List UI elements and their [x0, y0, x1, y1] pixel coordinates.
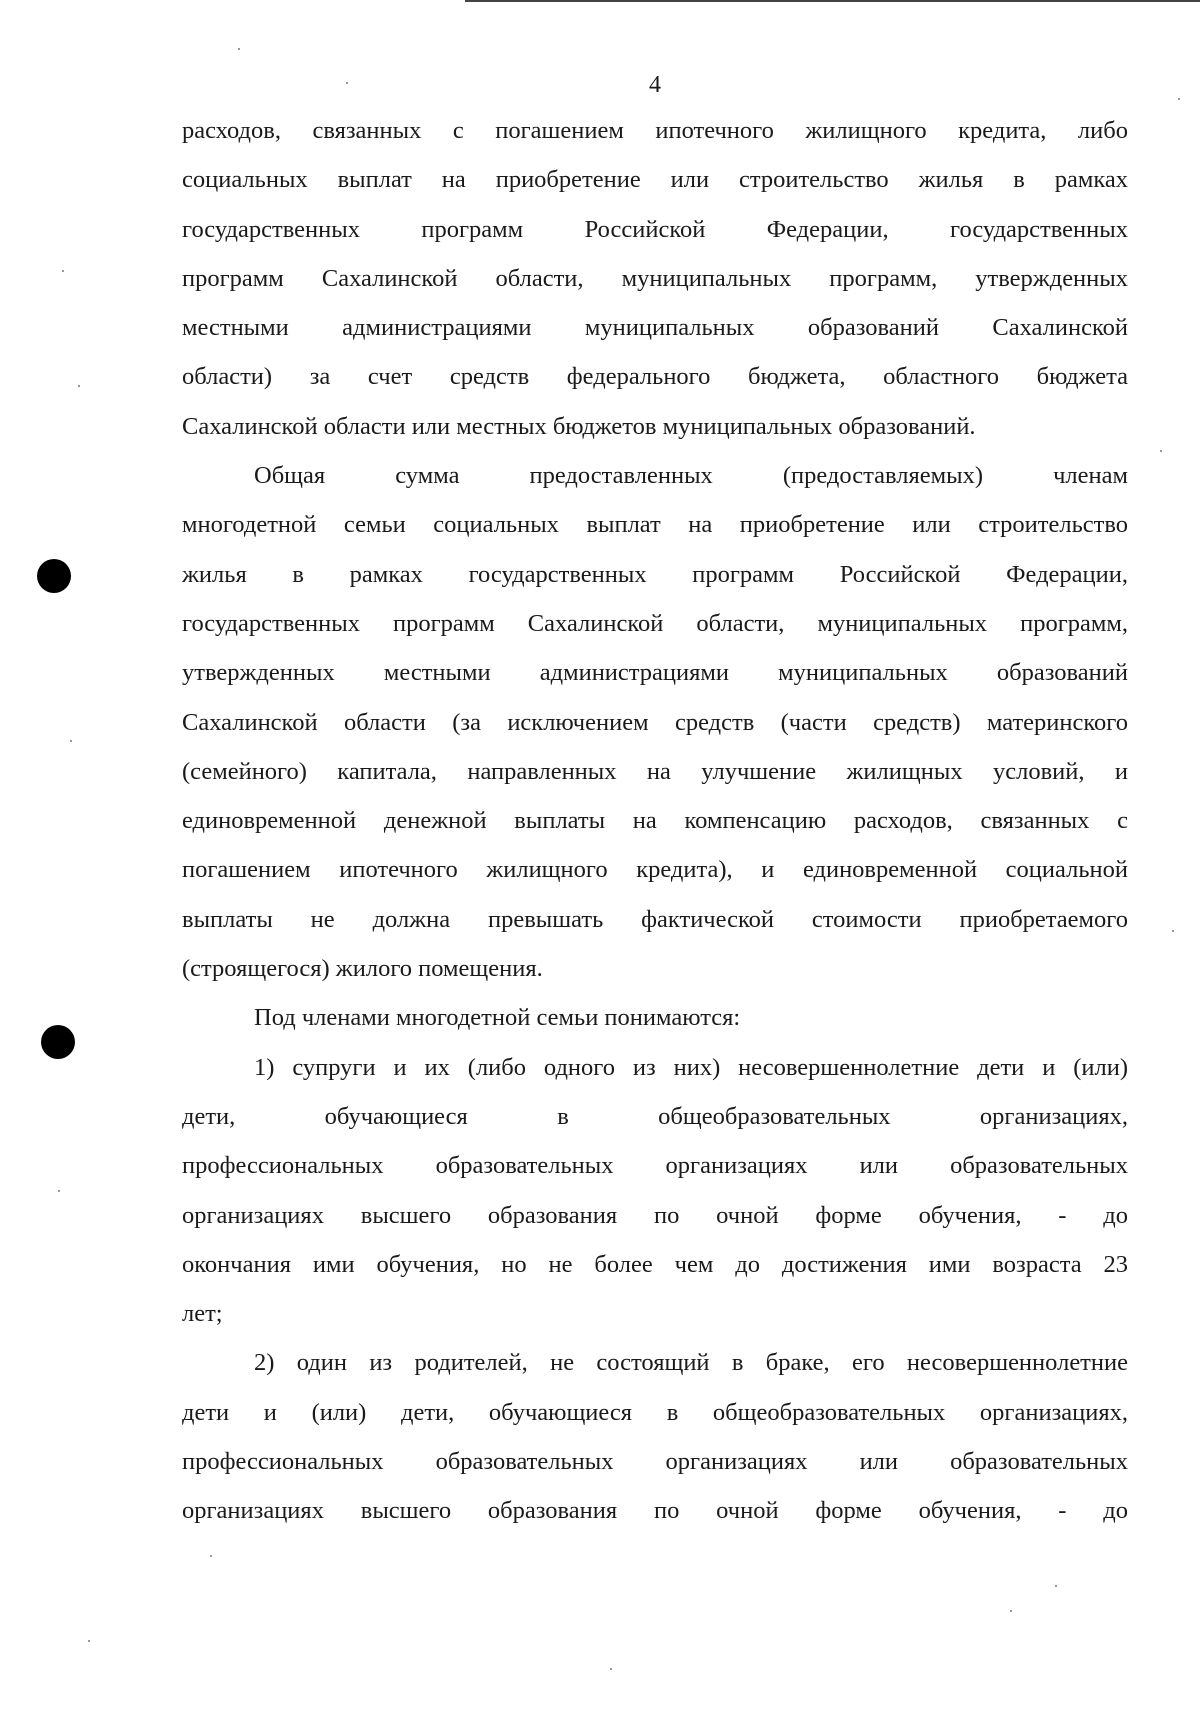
text-line: Сахалинской области (за исключением средств (части средств) материнского — [182, 708, 1128, 736]
scan-speck — [238, 48, 240, 50]
scan-speck — [1172, 930, 1174, 932]
scan-speck — [1178, 98, 1180, 100]
paragraph-1 — [182, 106, 1128, 451]
text-line: окончания ими обучения, но не более чем до достижения ими возраста 23 — [182, 1250, 1128, 1278]
scan-speck — [78, 385, 80, 387]
scan-speck — [58, 1190, 60, 1192]
page-number: 4 — [649, 72, 661, 98]
text-line: 2) один из родителей, не состоящий в браке, его несовершеннолетние — [254, 1349, 1128, 1377]
text-line: Сахалинской области или местных бюджетов муниципальных образований. — [182, 412, 976, 440]
text-line: расходов, связанных с погашением ипотечного жилищного кредита, либо — [182, 117, 1128, 144]
text-line: (строящегося) жилого помещения. — [182, 955, 543, 983]
scan-speck — [62, 270, 64, 272]
text-line: многодетной семьи социальных выплат на приобретение или строительство — [182, 511, 1128, 539]
text-line: Общая сумма предоставленных (предоставляемых) членам — [254, 462, 1128, 490]
text-line: программ Сахалинской области, муниципальных программ, утвержденных — [182, 264, 1128, 292]
text-line: организациях высшего образования по очной форме обучения, - до — [182, 1201, 1128, 1229]
text-line: профессиональных образовательных организациях или образовательных — [182, 1152, 1128, 1180]
text-line: дети, обучающиеся в общеобразовательных организациях, — [182, 1102, 1128, 1130]
scan-speck — [346, 82, 348, 84]
text-line: выплаты не должна превышать фактической стоимости приобретаемого — [182, 905, 1128, 933]
text-line: области) за счет средств федерального бюджета, областного бюджета — [182, 363, 1128, 391]
text-line: единовременной денежной выплаты на компенсацию расходов, связанных с — [182, 807, 1128, 835]
scan-edge-line — [465, 0, 1200, 2]
paragraph-5 — [182, 1338, 1128, 1535]
punch-hole — [37, 559, 71, 593]
scan-speck — [210, 1555, 212, 1557]
text-line: местными администрациями муниципальных образований Сахалинской — [182, 314, 1128, 342]
text-line: (семейного) капитала, направленных на улучшение жилищных условий, и — [182, 757, 1128, 785]
text-line: жилья в рамках государственных программ Российской Федерации, — [182, 560, 1128, 588]
scan-speck — [1055, 1585, 1057, 1587]
scan-speck — [70, 740, 72, 742]
punch-hole — [41, 1025, 75, 1059]
scan-speck — [610, 1668, 612, 1670]
paragraph-3 — [182, 993, 1128, 1042]
text-line: государственных программ Сахалинской области, муниципальных программ, — [182, 609, 1128, 637]
text-line: социальных выплат на приобретение или строительство жилья в рамках — [182, 166, 1128, 194]
scan-speck — [1010, 1610, 1012, 1612]
text-line: лет; — [182, 1300, 223, 1328]
scan-speck — [1160, 450, 1162, 452]
paragraph-2 — [182, 451, 1128, 993]
paragraph-4 — [182, 1043, 1128, 1339]
text-line: дети и (или) дети, обучающиеся в общеобразовательных организациях, — [182, 1398, 1128, 1426]
scan-speck — [88, 1640, 90, 1642]
text-line: 1) супруги и их (либо одного из них) несовершеннолетние дети и (или) — [254, 1053, 1128, 1081]
text-line: утвержденных местными администрациями муниципальных образований — [182, 659, 1128, 687]
text-line: организациях высшего образования по очной форме обучения, - до — [182, 1497, 1128, 1525]
text-line: Под членами многодетной семьи понимаются: — [254, 1004, 741, 1032]
document-body — [182, 106, 1128, 1536]
text-line: государственных программ Российской Федерации, государственных — [182, 215, 1128, 243]
text-line: погашением ипотечного жилищного кредита), и единовременной социальной — [182, 856, 1128, 884]
text-line: профессиональных образовательных организациях или образовательных — [182, 1448, 1128, 1476]
